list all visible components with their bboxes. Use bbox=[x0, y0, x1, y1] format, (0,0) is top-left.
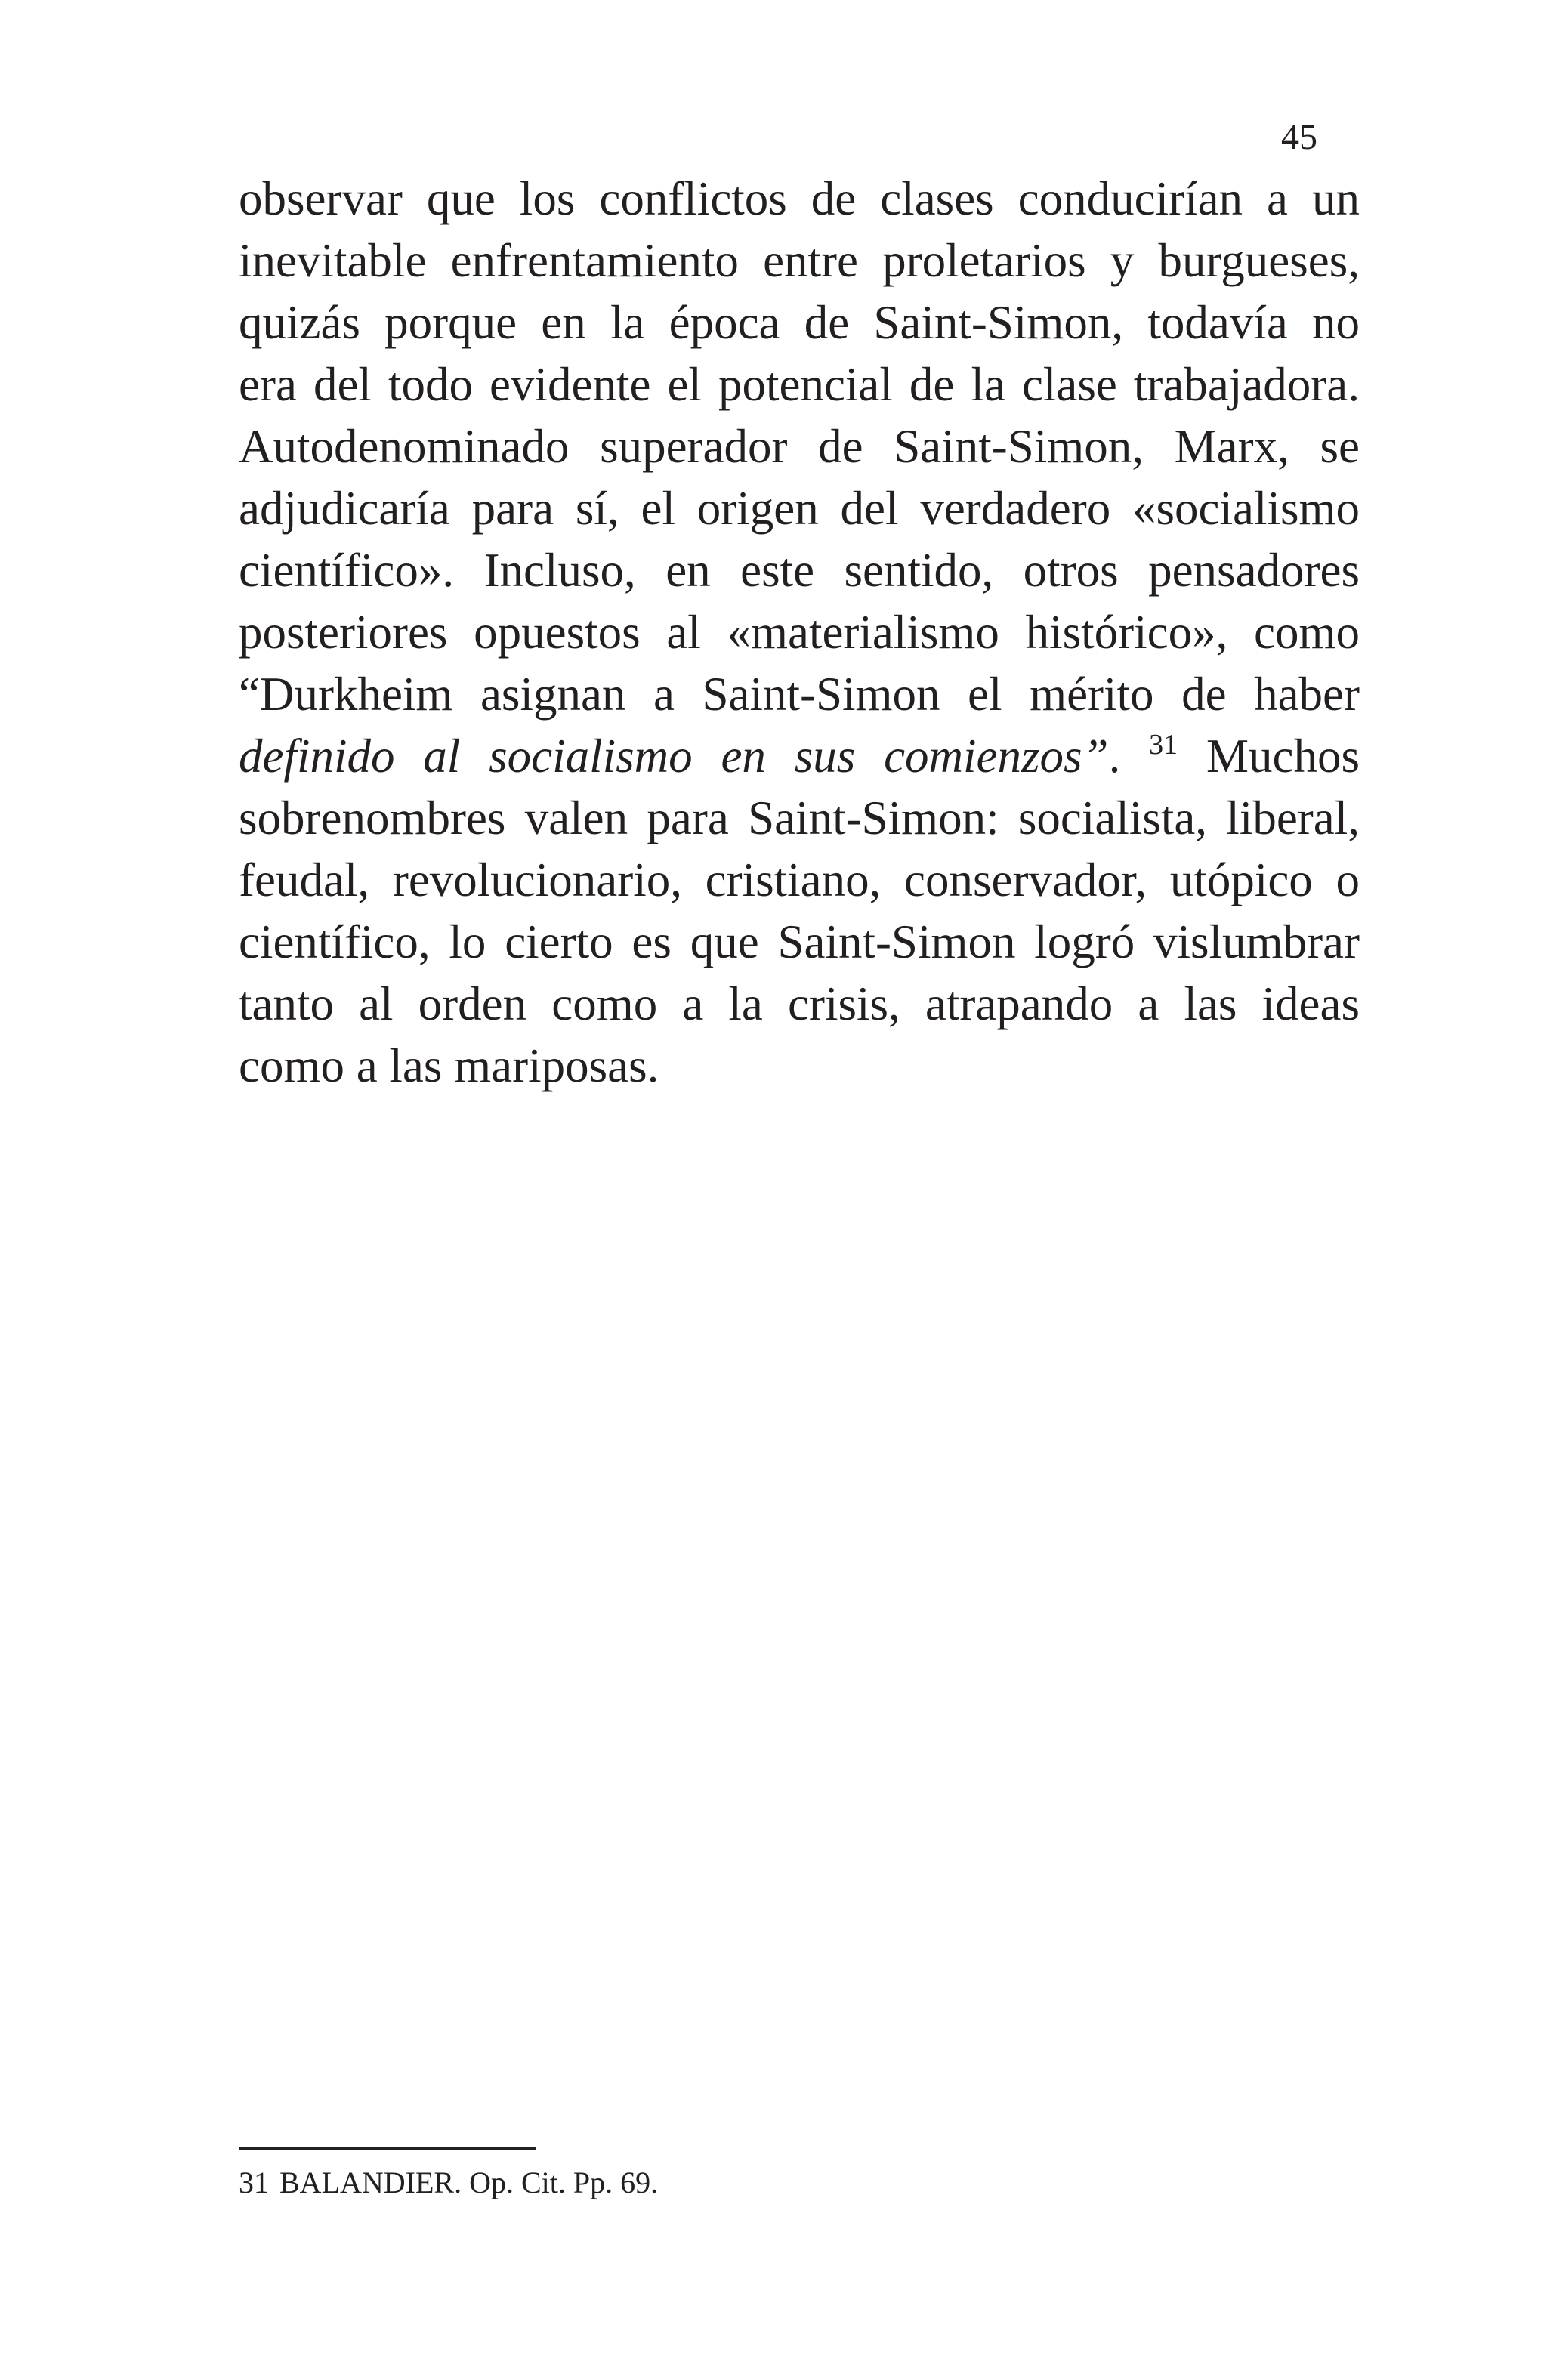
footnote-text: BALANDIER. Op. Cit. Pp. 69. bbox=[279, 2165, 659, 2199]
text-line: quizás porque en la época de Saint-Simon, todavía no bbox=[239, 296, 1360, 349]
quote-line-with-reference bbox=[239, 725, 1360, 787]
text-line: inevitable enfrentamiento entre proletarios y burgueses, bbox=[239, 234, 1360, 287]
text-line: tanto al orden como a la crisis, atrapando a las ideas bbox=[239, 977, 1360, 1030]
quote-text: definido al socialismo en sus comienzos” bbox=[239, 730, 1109, 783]
page-number: 45 bbox=[1281, 117, 1317, 157]
text-line: feudal, revolucionario, cristiano, conservador, utópico o bbox=[239, 854, 1360, 906]
text-line: adjudicaría para sí, el origen del verdadero «socialismo bbox=[239, 482, 1360, 535]
footnote-separator bbox=[239, 2147, 536, 2150]
quote-punctuation: . bbox=[1108, 730, 1121, 783]
text-line: observar que los conflictos de clases conducirían a un bbox=[239, 172, 1360, 225]
footnote bbox=[239, 2163, 658, 2203]
footnote-reference[interactable]: 31 bbox=[1149, 729, 1178, 761]
text-line: científico, lo cierto es que Saint-Simon logró vislumbrar bbox=[239, 915, 1360, 968]
quote-line: “Durkheim asignan a Saint-Simon el mérito de haber bbox=[239, 668, 1360, 721]
text-fragment: Muchos bbox=[1206, 730, 1360, 783]
text-line: posteriores opuestos al «materialismo histórico», como bbox=[239, 606, 1360, 659]
text-line: sobrenombres valen para Saint-Simon: socialista, liberal, bbox=[239, 792, 1360, 844]
text-line: Autodenominado superador de Saint-Simon, Marx, se bbox=[239, 420, 1360, 473]
text-line: era del todo evidente el potencial de la clase trabajadora. bbox=[239, 358, 1360, 411]
body-paragraph bbox=[239, 168, 1360, 1097]
footnote-number: 31 bbox=[239, 2165, 269, 2199]
text-line: como a las mariposas. bbox=[239, 1039, 659, 1092]
text-line: científico». Incluso, en este sentido, otros pensadores bbox=[239, 544, 1360, 597]
